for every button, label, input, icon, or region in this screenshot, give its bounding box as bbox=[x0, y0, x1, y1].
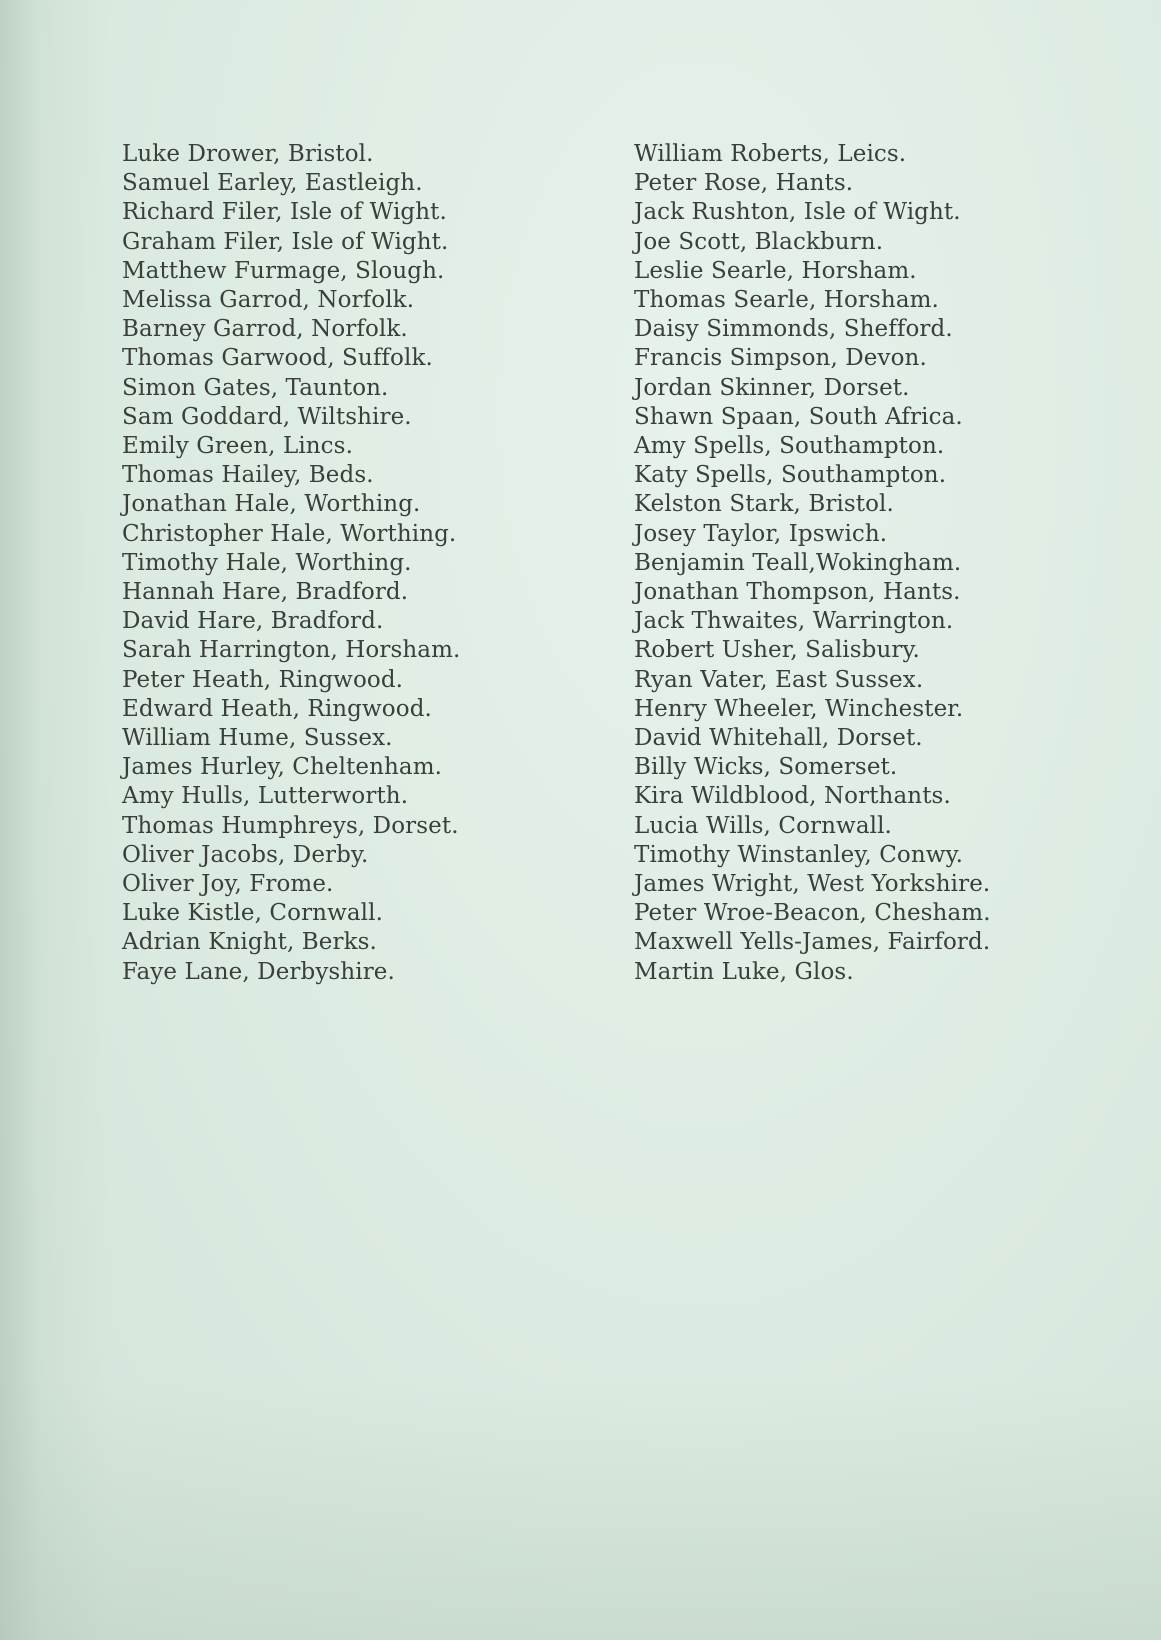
list-item: Amy Hulls, Lutterworth. bbox=[122, 783, 409, 810]
list-item: Barney Garrod, Norfolk. bbox=[122, 316, 408, 343]
list-item: Josey Taylor, Ipswich. bbox=[634, 520, 888, 547]
list-item: Jack Rushton, Isle of Wight. bbox=[634, 199, 961, 226]
list-item: Benjamin Teall,Wokingham. bbox=[634, 549, 962, 576]
list-item: David Hare, Bradford. bbox=[122, 608, 384, 635]
list-item: Faye Lane, Derbyshire. bbox=[122, 958, 395, 985]
list-item: Kelston Stark, Bristol. bbox=[634, 491, 894, 518]
list-item: Daisy Simmonds, Shefford. bbox=[634, 316, 953, 343]
page-shadow bbox=[0, 1380, 1161, 1640]
list-item: Lucia Wills, Cornwall. bbox=[634, 812, 892, 839]
list-item: Maxwell Yells-James, Fairford. bbox=[634, 929, 991, 956]
list-item: Oliver Joy, Frome. bbox=[122, 871, 334, 898]
list-item: Shawn Spaan, South Africa. bbox=[634, 403, 963, 430]
list-item: Samuel Earley, Eastleigh. bbox=[122, 170, 423, 197]
list-item: Thomas Searle, Horsham. bbox=[634, 287, 939, 314]
list-item: Sarah Harrington, Horsham. bbox=[122, 637, 461, 664]
list-item: Thomas Hailey, Beds. bbox=[122, 462, 374, 489]
list-item: Oliver Jacobs, Derby. bbox=[122, 841, 369, 868]
list-item: Luke Kistle, Cornwall. bbox=[122, 900, 383, 927]
list-item: Amy Spells, Southampton. bbox=[634, 433, 945, 460]
list-item: Francis Simpson, Devon. bbox=[634, 345, 927, 372]
list-item: Adrian Knight, Berks. bbox=[122, 929, 377, 956]
list-item: Matthew Furmage, Slough. bbox=[122, 257, 445, 284]
list-item: Simon Gates, Taunton. bbox=[122, 374, 389, 401]
list-item: Jonathan Thompson, Hants. bbox=[634, 579, 961, 606]
list-item: Jordan Skinner, Dorset. bbox=[634, 374, 910, 401]
list-item: Emily Green, Lincs. bbox=[122, 433, 353, 460]
list-item: Sam Goddard, Wiltshire. bbox=[122, 403, 412, 430]
list-item: Peter Rose, Hants. bbox=[634, 170, 854, 197]
list-item: James Wright, West Yorkshire. bbox=[634, 871, 991, 898]
list-item: William Hume, Sussex. bbox=[122, 725, 393, 752]
list-item: Thomas Garwood, Suffolk. bbox=[122, 345, 433, 372]
list-item: Ryan Vater, East Sussex. bbox=[634, 666, 924, 693]
list-item: Richard Filer, Isle of Wight. bbox=[122, 199, 447, 226]
list-item: Peter Wroe-Beacon, Chesham. bbox=[634, 900, 991, 927]
list-item: Martin Luke, Glos. bbox=[634, 958, 854, 985]
list-item: Jonathan Hale, Worthing. bbox=[122, 491, 421, 518]
list-item: Christopher Hale, Worthing. bbox=[122, 520, 457, 547]
list-item: Timothy Winstanley, Conwy. bbox=[634, 841, 964, 868]
list-item: Joe Scott, Blackburn. bbox=[634, 228, 884, 255]
list-item: James Hurley, Cheltenham. bbox=[122, 754, 443, 781]
list-item: William Roberts, Leics. bbox=[634, 141, 907, 167]
list-item: Thomas Humphreys, Dorset. bbox=[122, 812, 459, 839]
list-item: Luke Drower, Bristol. bbox=[122, 141, 374, 167]
list-item: Jack Thwaites, Warrington. bbox=[634, 608, 954, 635]
list-item: Kira Wildblood, Northants. bbox=[634, 783, 951, 810]
list-item: David Whitehall, Dorset. bbox=[634, 725, 923, 752]
list-item: Timothy Hale, Worthing. bbox=[122, 549, 412, 576]
names-list-right bbox=[634, 140, 991, 987]
list-item: Billy Wicks, Somerset. bbox=[634, 754, 898, 781]
list-item: Graham Filer, Isle of Wight. bbox=[122, 228, 449, 255]
list-item: Peter Heath, Ringwood. bbox=[122, 666, 404, 693]
list-item: Henry Wheeler, Winchester. bbox=[634, 695, 964, 722]
list-item: Melissa Garrod, Norfolk. bbox=[122, 287, 415, 314]
list-item: Hannah Hare, Bradford. bbox=[122, 579, 409, 606]
list-item: Edward Heath, Ringwood. bbox=[122, 695, 432, 722]
list-item: Leslie Searle, Horsham. bbox=[634, 257, 917, 284]
names-list-left bbox=[122, 140, 460, 987]
list-item: Katy Spells, Southampton. bbox=[634, 462, 947, 489]
list-item: Robert Usher, Salisbury. bbox=[634, 637, 920, 664]
